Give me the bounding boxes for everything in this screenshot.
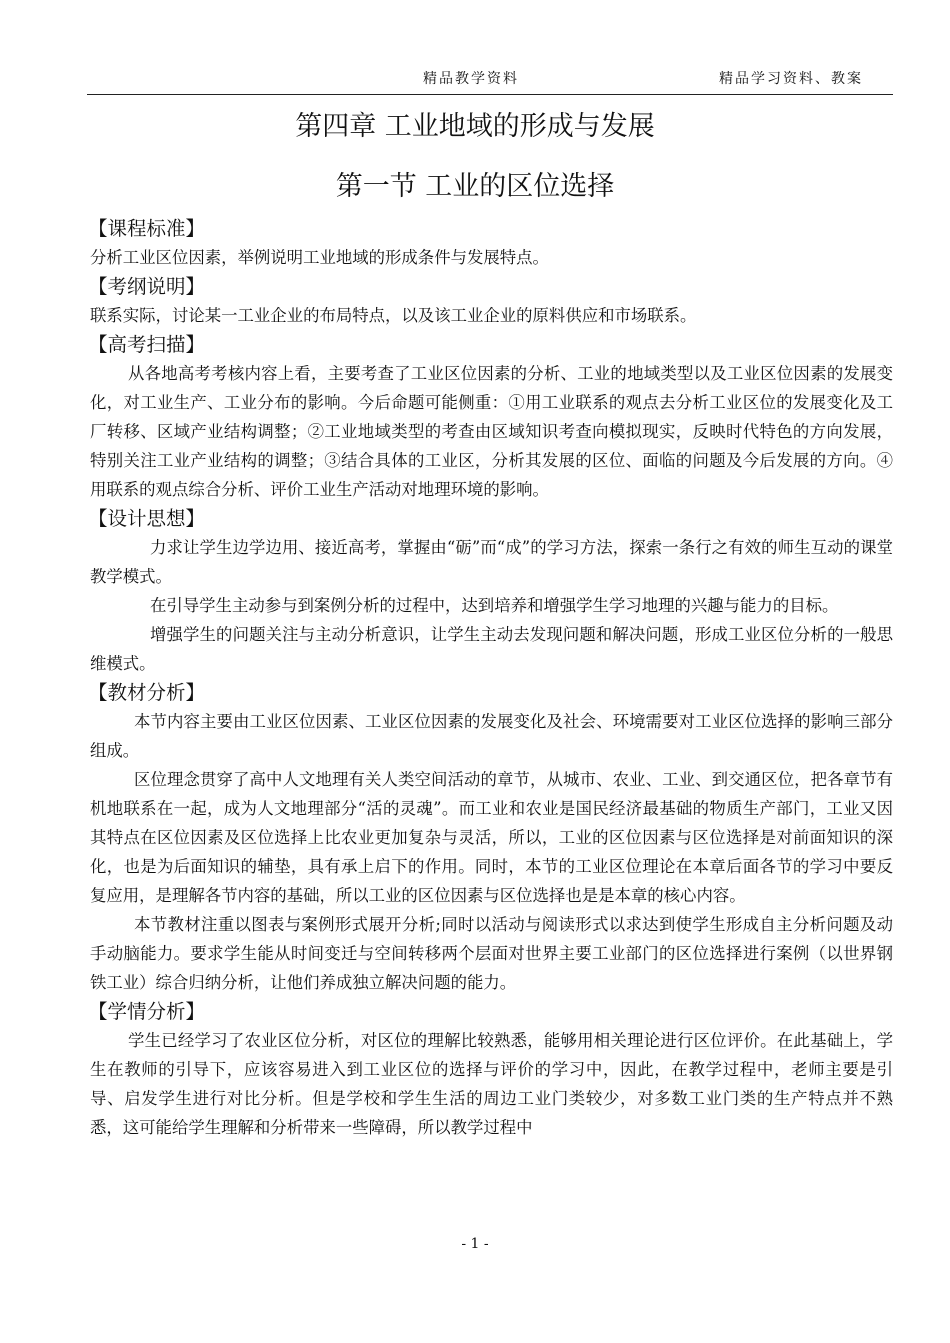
- paragraph: 增强学生的问题关注与主动分析意识，让学生主动去发现问题和解决问题，形成工业区位分析的一般思维模式。: [90, 625, 893, 673]
- header-left-text: 精品教学资料: [423, 71, 519, 87]
- section-title: 第一节 工业的区位选择: [335, 171, 615, 202]
- section-heading-design-idea: 【设计思想】: [88, 507, 206, 530]
- paragraph: 本节教材注重以图表与案例形式展开分析;同时以活动与阅读形式以求达到使学生形成自主分析问题及动手动脑能力。要求学生能从时间变迁与空间转移两个层面对世界主要工业部门的区位选择进行案例（以世界钢铁工业）综合归纳分析，让他们养成独立解决问题的能力。: [90, 915, 893, 992]
- section-heading-exam-scan: 【高考扫描】: [88, 333, 206, 356]
- document-body: [90, 214, 893, 1142]
- paragraph: 分析工业区位因素，举例说明工业地域的形成条件与发展特点。: [90, 248, 549, 267]
- paragraph: 力求让学生边学边用、接近高考，掌握由“砺”而“成”的学习方法，探索一条行之有效的师生互动的课堂教学模式。: [90, 538, 893, 586]
- section-heading-curriculum-standard: 【课程标准】: [88, 217, 206, 240]
- page-header: [87, 68, 893, 95]
- section-heading-student-analysis: 【学情分析】: [88, 1000, 206, 1023]
- paragraph: 从各地高考考核内容上看，主要考查了工业区位因素的分析、工业的地域类型以及工业区位因素的发展变化，对工业生产、工业分布的影响。今后命题可能侧重：①用工业联系的观点去分析工业区位的发展变化及工厂转移、区域产业结构调整；②工业地域类型的考查由区域知识考查向模拟现实，反映时代特色的方向发展，特别关注工业产业结构的调整；③结合具体的工业区，分析其发展的区位、面临的问题及今后发展的方向。④用联系的观点综合分析、评价工业生产活动对地理环境的影响。: [90, 364, 893, 499]
- chapter-title: 第四章 工业地域的形成与发展: [295, 111, 655, 142]
- page-number: - 1 -: [461, 1236, 489, 1252]
- paragraph: 学生已经学习了农业区位分析，对区位的理解比较熟悉，能够用相关理论进行区位评价。在此基础上，学生在教师的引导下，应该容易进入到工业区位的选择与评价的学习中，因此，在教学过程中，老师主要是引导、启发学生进行对比分析。但是学校和学生生活的周边工业门类较少，对多数工业门类的生产特点并不熟悉，这可能给学生理解和分析带来一些障碍，所以教学过程中: [90, 1031, 893, 1137]
- section-heading-textbook-analysis: 【教材分析】: [88, 681, 206, 704]
- paragraph: 联系实际，讨论某一工业企业的布局特点，以及该工业企业的原料供应和市场联系。: [90, 306, 697, 325]
- section-heading-exam-outline: 【考纲说明】: [88, 275, 206, 298]
- paragraph: 区位理念贯穿了高中人文地理有关人类空间活动的章节，从城市、农业、工业、到交通区位，把各章节有机地联系在一起，成为人文地理部分“活的灵魂”。而工业和农业是国民经济最基础的物质生产部门，工业又因其特点在区位因素及区位选择上比农业更加复杂与灵活，所以，工业的区位因素与区位选择是对前面知识的深化，也是为后面知识的辅垫，具有承上启下的作用。同时，本节的工业区位理论在本章后面各节的学习中要反复应用，是理解各节内容的基础，所以工业的区位因素与区位选择也是是本章的核心内容。: [90, 770, 893, 905]
- header-right-text: 精品学习资料、教案: [719, 71, 863, 87]
- paragraph: 在引导学生主动参与到案例分析的过程中，达到培养和增强学生学习地理的兴趣与能力的目标。: [150, 596, 839, 615]
- paragraph: 本节内容主要由工业区位因素、工业区位因素的发展变化及社会、环境需要对工业区位选择的影响三部分组成。: [90, 712, 893, 760]
